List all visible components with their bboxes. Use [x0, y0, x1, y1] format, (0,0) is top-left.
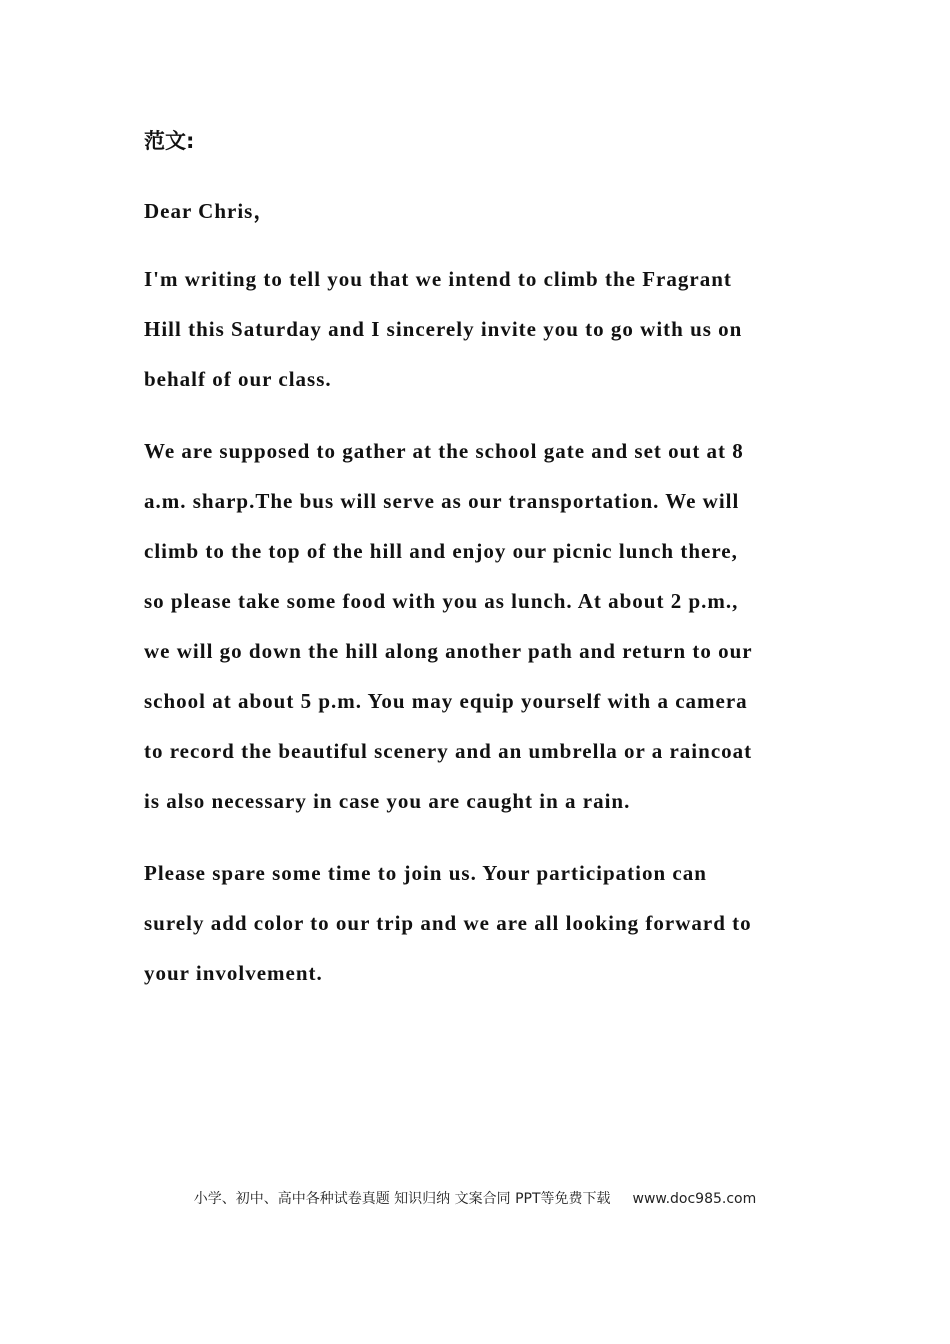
- footer-text: 小学、初中、高中各种试卷真题 知识归纳 文案合同 PPT等免费下载: [193, 1191, 611, 1207]
- paragraph-2: [144, 426, 809, 826]
- paragraph-line: we will go down the hill along another path and return to our: [144, 639, 753, 663]
- letter-greeting: Dear Chris，: [144, 199, 276, 223]
- paragraph-1: [144, 254, 809, 404]
- essay-heading: 范文:: [144, 129, 195, 153]
- paragraph-line: is also necessary in case you are caught in a rain.: [144, 789, 631, 813]
- paragraph-line: Hill this Saturday and I sincerely invite you to go with us on: [144, 317, 743, 341]
- paragraph-line: I'm writing to tell you that we intend to climb the Fragrant: [144, 267, 732, 291]
- paragraph-line: We are supposed to gather at the school gate and set out at 8: [144, 439, 744, 463]
- paragraph-line: so please take some food with you as lunch. At about 2 p.m.,: [144, 589, 739, 613]
- footer-site-link[interactable]: www.doc985.com: [632, 1191, 757, 1207]
- page-footer: [0, 1188, 950, 1208]
- paragraph-line: climb to the top of the hill and enjoy our picnic lunch there,: [144, 539, 738, 563]
- document-body: [144, 120, 809, 998]
- paragraph-line: behalf of our class.: [144, 367, 332, 391]
- paragraph-3: [144, 848, 809, 998]
- paragraph-line: school at about 5 p.m. You may equip yourself with a camera: [144, 689, 748, 713]
- paragraph-line: to record the beautiful scenery and an umbrella or a raincoat: [144, 739, 753, 763]
- paragraph-line: Please spare some time to join us. Your participation can: [144, 861, 707, 885]
- paragraph-line: a.m. sharp.The bus will serve as our transportation. We will: [144, 489, 740, 513]
- paragraph-line: surely add color to our trip and we are all looking forward to: [144, 911, 752, 935]
- paragraph-line: your involvement.: [144, 961, 323, 985]
